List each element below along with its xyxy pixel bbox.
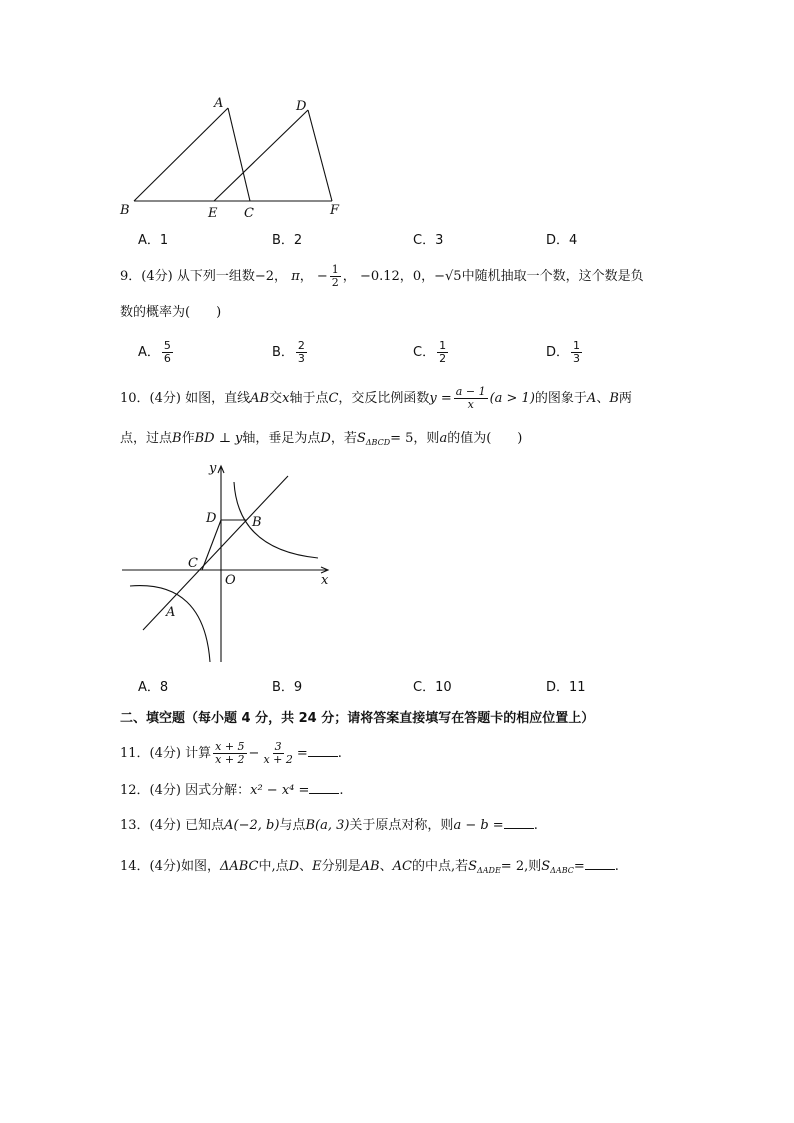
label-O: O [225,573,236,588]
value: = 2 [500,859,525,874]
text: 、 [299,859,313,874]
q14-score: (4分) [149,859,181,874]
q11 [120,741,342,766]
q10-line2 [120,430,522,452]
q9-value-1: −2 [254,269,275,284]
separator: ， [342,269,356,284]
label-x: x [321,573,329,588]
denominator: 2 [439,352,447,365]
q12-number: 12． [120,783,150,798]
denominator: 2 [331,276,339,289]
label-D: D [296,99,307,114]
numerator: 2 [297,339,305,352]
q9-value-6: −√5 [434,269,462,284]
q10-score: (4分) [149,391,181,406]
var: D [288,859,300,874]
label-B: B [252,515,262,530]
var: E [312,859,322,874]
text: 因式分解： [185,783,251,798]
q9-line1 [120,264,644,289]
q10-option-d[interactable]: D．11 [546,680,586,695]
text: 的值为( ) [447,431,523,446]
q9-number: 9． [120,269,142,284]
q9-pi: π [291,269,300,284]
q11-number: 11． [120,746,150,761]
option-fraction [296,340,307,365]
q9-value-4: −0.12 [359,269,400,284]
numerator: 1 [573,339,581,352]
text: 、 [379,859,393,874]
text: . [339,783,344,798]
var: D [320,431,331,446]
point: A(−2, b) [224,818,280,833]
var: B [609,391,619,406]
q9-neg: − [316,269,328,284]
operator: − [248,746,260,761]
var: y = [429,391,452,406]
text: 已知点 [185,818,225,833]
subscript: ΔBCD [365,438,391,447]
q10-line1 [120,386,632,411]
text: ，则 [413,431,440,446]
var: BD ⊥ y [194,431,243,446]
denominator: 3 [297,352,305,365]
q8-option-d[interactable]: D．4 [546,233,578,248]
denominator: x + 2 [263,753,293,766]
label-C: C [244,206,254,221]
q14 [120,857,619,880]
subscript: ΔABC [550,866,574,875]
separator: ， [274,269,288,284]
q12-score: (4分) [149,783,181,798]
text: 的图象于 [534,391,587,406]
denominator: 3 [573,352,581,365]
triangles-figure [110,90,360,225]
q9-option-d[interactable] [546,340,584,365]
q9-line2: 数的概率为( ) [120,305,222,320]
value: = 5 [390,431,414,446]
denominator: 6 [163,352,171,365]
answer-blank[interactable] [504,816,534,829]
section-title: 二、填空题（每小题 4 分，共 24 分；请将答案直接填写在答题卡的相应位置上） [120,711,595,726]
text: 轴于点 [289,391,329,406]
q9-value-5: 0 [412,269,422,284]
q10-fraction [454,386,488,411]
text: . [533,818,538,833]
hyperbola-figure [118,460,343,665]
q10-option-c[interactable]: C．10 [413,680,452,695]
label-A: A [166,605,176,620]
var: AB [250,391,270,406]
condition: (a > 1) [489,391,535,406]
operator: = [296,746,308,761]
answer-blank[interactable] [585,857,615,870]
text: 如图，直线 [185,391,251,406]
q9-score: (4分) [141,269,173,284]
separator: ， [399,269,413,284]
text: ，若 [330,431,357,446]
numerator: 1 [331,263,339,276]
text: 交 [269,391,283,406]
q11-score: (4分) [149,746,181,761]
var: AB [360,859,380,874]
var: S [356,431,366,446]
option-letter: B． [272,345,294,360]
q10-option-a[interactable]: A．8 [138,680,169,695]
numerator: x + 5 [215,740,245,753]
q8-option-c[interactable]: C．3 [413,233,444,248]
q11-fraction-2 [261,741,294,766]
q14-number: 14． [120,859,150,874]
q9-option-a[interactable] [138,340,175,365]
text: 中,点 [258,859,289,874]
text: 两 [618,391,632,406]
text: ，交反比例函数 [338,391,430,406]
label-F: F [330,203,340,218]
label-A: A [214,96,224,111]
label-E: E [208,206,218,221]
numerator: 5 [163,339,171,352]
text: 如图， [180,859,220,874]
value: = [573,859,585,874]
text: 计算 [185,746,212,761]
text: . [337,746,342,761]
text: ,则 [524,859,542,874]
q9-option-c[interactable] [413,340,450,365]
var: B [172,431,182,446]
text: 轴，垂足为点 [242,431,321,446]
q12 [120,781,344,800]
text: 点，过点 [120,431,173,446]
var: S [541,859,551,874]
q9-option-b[interactable] [272,340,309,365]
label-C: C [188,556,198,571]
var: a [439,431,448,446]
denominator: x [467,398,474,411]
var: C [328,391,339,406]
text: . [614,859,619,874]
answer-blank[interactable] [309,781,339,794]
numerator: 1 [439,339,447,352]
q10-number: 10． [120,391,150,406]
text: 分别是 [321,859,361,874]
q9-half-fraction [330,264,341,289]
text: 作 [181,431,195,446]
q13-score: (4分) [149,818,181,833]
text: 与点 [279,818,306,833]
q8-option-a[interactable]: A．1 [138,233,169,248]
separator: ， [421,269,435,284]
expression: a − b = [453,818,504,833]
var: S [468,859,477,874]
numerator: a − 1 [455,385,486,398]
text: 的中点,若 [411,859,469,874]
q13 [120,816,538,835]
denominator: x + 2 [215,753,245,766]
q10-option-b[interactable]: B．9 [272,680,303,695]
q9-text-before: 从下列一组数 [176,269,255,284]
label-D: D [206,511,217,526]
text: 、 [596,391,610,406]
q13-number: 13． [120,818,150,833]
label-B: B [120,203,130,218]
numerator: 3 [274,740,282,753]
var: x [282,391,290,406]
option-letter: C． [413,345,436,360]
label-y: y [209,461,217,476]
q8-option-b[interactable]: B．2 [272,233,303,248]
var: AC [392,859,412,874]
option-letter: A． [138,345,160,360]
triangle: ΔABC [219,859,259,874]
option-fraction [437,340,448,365]
point: B(a, 3) [305,818,350,833]
q11-fraction-1 [213,741,246,766]
option-fraction [162,340,173,365]
q9-text-after: 中随机抽取一个数，这个数是负 [461,269,644,284]
var: A [586,391,597,406]
text: 关于原点对称，则 [349,818,454,833]
option-letter: D． [546,345,570,360]
option-fraction [571,340,582,365]
answer-blank[interactable] [308,744,338,757]
separator: ， [299,269,313,284]
subscript: ΔADE [476,866,501,875]
expression: x² − x⁴ = [250,783,310,798]
